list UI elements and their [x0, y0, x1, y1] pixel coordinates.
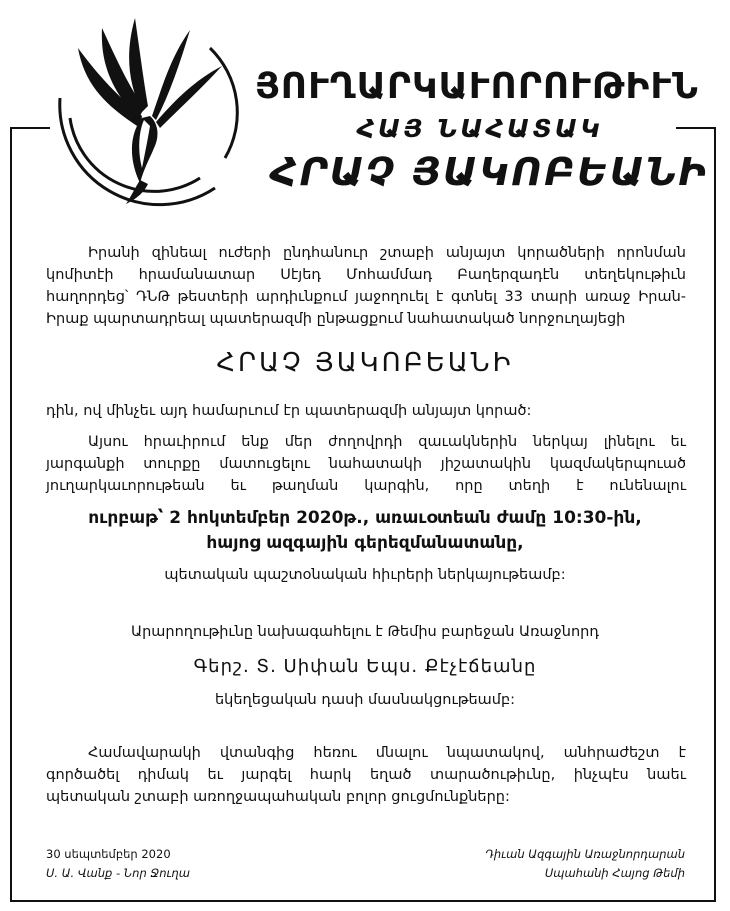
- bishop-name: Գերշ. Տ. Սիփան Եպս. Քէչէճեանը: [193, 656, 537, 677]
- paragraph1-line: կոմիտէի հրամանատար Սէյեդ Մոհամմադ Բաղերզադէն տեղեկութիւն: [46, 267, 686, 283]
- footer-org-line1: Դիւան Ազգային Առաջնորդարան: [485, 847, 685, 861]
- clergy-line: եկեղեցական դասի մասնակցութեամբ:: [214, 692, 516, 708]
- announcement-paragraph-3: [46, 431, 686, 497]
- paragraph4-line: Համավարակի վտանգից հեռու մնալու նպատակով, անհրաժեշտ է: [88, 745, 686, 761]
- header-title-line1: ՅՈՒՂԱՐԿԱՒՈՐՈՒԹԻՒՆ: [255, 66, 699, 107]
- martyr-name: ՀՐԱՉ ՅԱԿՈԲԵԱՆԻ: [216, 348, 514, 378]
- presided-line: Արարողութիւնը նախագահելու է Թեմիս բարեջան Առաջնորդ: [131, 624, 599, 640]
- paragraph3-line: յուղարկաւորութեան եւ թաղման կարգին, որը տեղի է ունենալու: [46, 478, 686, 494]
- officials-line: պետական պաշտօնական հիւրերի ներկայութեամբ:: [164, 567, 566, 583]
- footer-date: 30 սեպտեմբեր 2020: [46, 847, 171, 861]
- announcement-paragraph-2: [46, 400, 686, 422]
- header-title-line3: ՀՐԱՉ ՅԱԿՈԲԵԱՆԻ: [270, 150, 709, 194]
- frame-top-right: [676, 127, 716, 129]
- ceremony-date: ուրբաթ՝ 2 հոկտեմբեր 2020թ., առաւօտեան ժամը 10:30-ին,: [88, 508, 642, 528]
- footer-city: Ս. Ա. Վանք - Նոր Ջուղա: [46, 866, 191, 880]
- paragraph1-line: Իրաք պարտադրեալ պատերազմի ընթացքում նահատակած նորջուղայեցի: [46, 311, 626, 327]
- ceremony-place: հայոց ազգային գերեզմանատանը,: [206, 533, 524, 553]
- frame-bottom: [10, 900, 716, 902]
- paragraph3-line: յարգանքի տուրքը մատուցելու նահատակի յիշատակին կազմակերպուած: [46, 456, 686, 472]
- dove-emblem-icon: [30, 8, 250, 208]
- paragraph4-line: գործածել դիմակ եւ յարգել հարկ եղած տարածութիւնը, ինչպէս նաեւ: [46, 767, 686, 783]
- footer-org-line2: Սպահանի Հայոց Թեմի: [544, 866, 685, 880]
- paragraph4-line: պետական շտաբի առողջապահական բոլոր ցուցմունքները:: [46, 789, 510, 805]
- paragraph2-line: դին, ով մինչեւ այդ համարւում էր պատերազմի անյայտ կորած:: [46, 403, 532, 419]
- paragraph1-line: Իրանի զինեալ ուժերի ընդհանուր շտաբի անյայտ կորածների որոնման: [88, 245, 686, 261]
- header-title-line2: ՀԱՅ ՆԱՀԱՏԱԿ: [356, 114, 604, 143]
- paragraph1-line: հաղորդեց՝ ԴՆԹ թեստերի արդիւնքում յաջողուել է գտնել 33 տարի առաջ Իրան-: [46, 289, 686, 305]
- paragraph3-line: Այսու հրաւիրում ենք մեր ժողովրդի զաւակներին ներկայ լինելու եւ: [88, 434, 686, 450]
- announcement-paragraph-1: [46, 242, 686, 330]
- announcement-paragraph-4: [46, 742, 686, 808]
